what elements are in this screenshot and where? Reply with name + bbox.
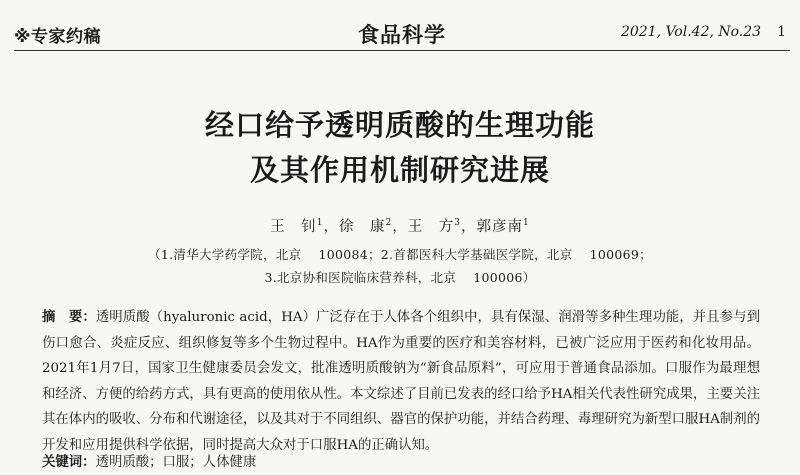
keywords-label: 关键词： [42,455,96,470]
author-separator: ， [323,219,340,235]
affiliation-line-1: （1.清华大学药学院，北京 100084；2.首都医科大学基础医学院，北京 100069； [148,247,652,262]
journal-name: 食品科学 [358,23,446,47]
title-line-1: 经口给予透明质酸的生理功能 [204,108,595,142]
header-divider [14,50,790,51]
author-name: 王 钊 [270,219,317,235]
affiliation-line-2: 3.北京协和医院临床营养科，北京 100006） [264,270,536,285]
author-list [0,215,800,236]
abstract-label: 摘 要： [42,310,96,325]
keywords [42,451,256,470]
author-name: 王 方 [407,219,455,235]
paper-title [0,103,800,193]
page-number: 1 [777,24,786,40]
citation-info [621,24,786,40]
title-line-2: 及其作用机制研究进展 [249,153,550,187]
author-affiliation-mark: 3 [454,218,461,228]
author-name: 郭彦南 [476,219,523,235]
author-name: 徐 康 [339,219,386,235]
abstract-text: 透明质酸（hyaluronic acid，HA）广泛存在于人体各个组织中，具有保湿、润滑等多种生理功能，并且参与到伤口愈合、炎症反应、组织修复等多个生物过程中。HA作为重要的医疗和美容材料，已被广泛应用于医药和化妆用品。2021年1月7日，国家卫生健康委员会发文，批准透明质酸钠为“新食品原料”，可应用于普通食品添加。口服作为最理想和经济、方便的给药方式，具有更高的使用依从性。本文综述了目前已发表的经口给予HA相关代表性研究成果，主要关注其在体内的吸收、分布和代谢途径，以及其对于不同组织、器官的保护功能，并结合药理、毒理研究为新型口服HA制剂的开发和应用提供科学依据，同时提高大众对于口服HA的正确认知。 [42,310,761,453]
running-header [14,18,790,48]
abstract [42,305,760,458]
citation-text: 2021, Vol.42, No.23 [620,24,762,40]
author-separator: ， [460,219,477,235]
keywords-text: 透明质酸；口服；人体健康 [95,455,257,470]
author-separator: ， [392,219,408,235]
author-affiliation-mark: 1 [316,218,324,228]
author-affiliation-mark: 1 [522,218,530,228]
author-affiliation-mark: 2 [385,218,393,228]
section-tag: ※专家约稿 [14,27,102,47]
